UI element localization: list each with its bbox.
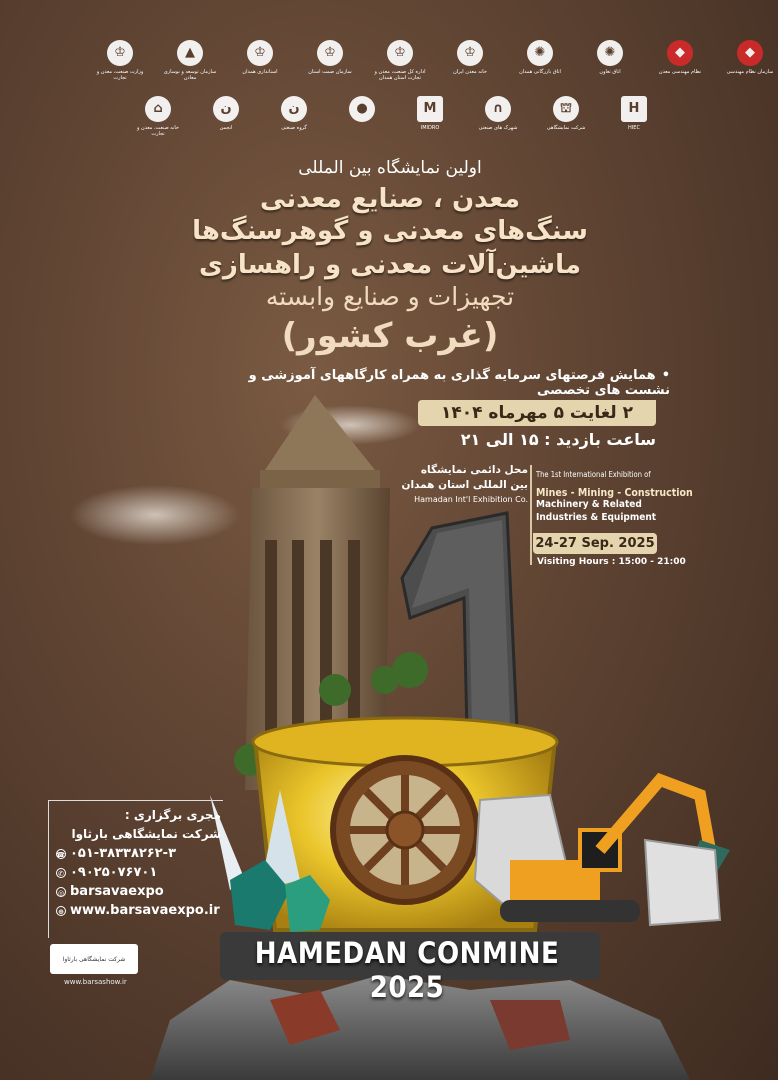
logo-caption: سازمان نظام مهندسی	[726, 69, 774, 75]
sponsor-logo	[92, 40, 148, 81]
sponsor-logos-row-1	[92, 40, 778, 81]
mobile-row	[56, 865, 221, 880]
sponsor-logo	[130, 96, 186, 137]
website-link[interactable]: www.barsavaexpo.ir	[70, 903, 220, 918]
imidro-triangle-icon: ▲	[177, 40, 203, 66]
phone-row	[56, 846, 221, 861]
date-persian: ۲ لغایت ۵ مهرماه ۱۴۰۴	[418, 400, 656, 426]
instagram-row[interactable]	[56, 884, 221, 899]
gear-icon	[333, 758, 477, 902]
venue-english: Hamadan Int'l Exhibition Co.	[414, 495, 528, 504]
website-row[interactable]	[56, 903, 221, 918]
organizer-badge: شرکت نمایشگاهی بارثاوا	[50, 944, 138, 974]
visiting-hours-persian: ساعت بازدید : ۱۵ الی ۲۱	[460, 430, 656, 449]
logo-caption: شهرک های صنعتی	[478, 125, 518, 131]
title-line-5: (غرب کشور)	[281, 316, 499, 356]
n-logo-icon: ن	[281, 96, 307, 122]
emblem-icon: ♔	[457, 40, 483, 66]
chamber-circle-icon: ✺	[527, 40, 553, 66]
logo-caption: IMIDRO	[420, 125, 440, 131]
english-title-2: Machinery & Related	[536, 499, 642, 510]
logo-caption: HIEC	[628, 125, 640, 131]
logo-caption: خانه صنعت، معدن و تجارت	[137, 125, 179, 137]
title-line-4: تجهیزات و صنایع وابسته	[265, 282, 515, 311]
venue-persian: محل دائمی نمایشگاه بین المللی استان همدان	[401, 464, 528, 491]
n-logo-icon: ن	[213, 96, 239, 122]
emblem-icon: ♔	[107, 40, 133, 66]
fair-icon: ⛫	[553, 96, 579, 122]
logo-caption: استانداری همدان	[242, 69, 278, 75]
sponsor-logo	[722, 40, 778, 75]
logo-caption: خانه معدن ایران	[453, 69, 487, 75]
organizer-name: شرکت نمایشگاهی بارثاوا	[71, 827, 221, 841]
emblem-icon: ♔	[247, 40, 273, 66]
title-line-1: معدن ، صنایع معدنی	[260, 184, 520, 214]
emblem-icon: ♔	[387, 40, 413, 66]
logo-caption: اداره کل صنعت، معدن و تجارت استان همدان	[374, 69, 426, 81]
logo-caption: سازمان صمت استان	[308, 69, 352, 75]
logo-caption: اتاق بازرگانی همدان	[519, 69, 561, 75]
logo-caption: شرکت نمایشگاهی	[546, 125, 586, 131]
instagram-icon: ◎	[57, 888, 65, 897]
title-line-3: ماشین‌آلات معدنی و راهسازی	[199, 250, 581, 280]
brand-title: HAMEDAN CONMINE 2025	[254, 936, 560, 1004]
badge-url: www.barsashow.ir	[64, 978, 127, 986]
english-title-3: Industries & Equipment	[536, 511, 657, 523]
visiting-hours-english: Visiting Hours : 15:00 - 21:00	[537, 557, 686, 567]
sponsor-logo	[606, 96, 662, 131]
imidro-text-icon: M	[417, 96, 443, 122]
hiec-icon: H	[621, 96, 647, 122]
logo-caption: نظام مهندسی معدن	[658, 69, 702, 75]
sponsor-logo	[442, 40, 498, 75]
phone-number: ۰۵۱-۳۸۳۳۸۲۶۲-۳	[70, 846, 177, 861]
sponsor-logo	[470, 96, 526, 131]
sponsor-logo	[402, 96, 458, 131]
globe-icon: ⊕	[56, 906, 66, 916]
english-title-block	[536, 470, 736, 524]
sponsor-logo	[232, 40, 288, 75]
house-mine-icon: ⌂	[145, 96, 171, 122]
sponsor-logo	[582, 40, 638, 75]
contact-block	[56, 808, 221, 922]
emblem-icon: ♔	[317, 40, 343, 66]
logo-caption: گروه صنعتی	[281, 125, 307, 131]
sponsor-logo	[538, 96, 594, 131]
sponsor-logo	[372, 40, 428, 81]
divider-line	[530, 465, 532, 565]
logo-caption: اتاق تعاون	[599, 69, 621, 75]
arch-icon: ∩	[485, 96, 511, 122]
round-gold-icon: ●	[349, 96, 375, 122]
sponsor-logo	[162, 40, 218, 81]
mobile-number: ۰۹۰۲۵۰۷۶۷۰۱	[70, 865, 158, 880]
logo-caption: انجمن	[219, 125, 233, 131]
phone-icon: ☎	[56, 850, 65, 859]
sponsor-logo	[266, 96, 322, 131]
organizer-label: مجری برگزاری :	[124, 808, 221, 822]
red-logo-icon: ◆	[737, 40, 763, 66]
english-title-1: Mines - Mining - Construction	[536, 487, 693, 499]
cloud-left	[70, 485, 240, 545]
sponsor-logos-row-2	[130, 96, 662, 137]
sponsor-logo	[198, 96, 254, 131]
sponsor-logo	[512, 40, 568, 75]
title-intro: اولین نمایشگاه بین المللی	[298, 158, 482, 178]
chamber-circle-icon: ✺	[597, 40, 623, 66]
title-line-2: سنگ‌های معدنی و گوهرسنگ‌ها	[192, 216, 588, 246]
conference-text: • همایش فرصتهای سرمایه گذاری به همراه کارگاههای آموزشی و نشست های تخصصی	[240, 368, 670, 398]
logo-caption: سازمان توسعه و نوسازی معادن	[163, 69, 217, 81]
red-logo-icon: ◆	[667, 40, 693, 66]
whatsapp-icon: ✆	[56, 868, 66, 878]
logo-caption: وزارت صنعت، معدن و تجارت	[96, 69, 144, 81]
date-english: 24-27 Sep. 2025	[533, 533, 657, 554]
mining-illustration	[190, 700, 750, 1080]
edition-text: The 1st International Exhibition of	[536, 470, 651, 479]
sponsor-logo	[302, 40, 358, 75]
sponsor-logo	[334, 96, 390, 125]
sponsor-logo	[652, 40, 708, 75]
instagram-handle[interactable]: barsavaexpo	[70, 884, 164, 899]
